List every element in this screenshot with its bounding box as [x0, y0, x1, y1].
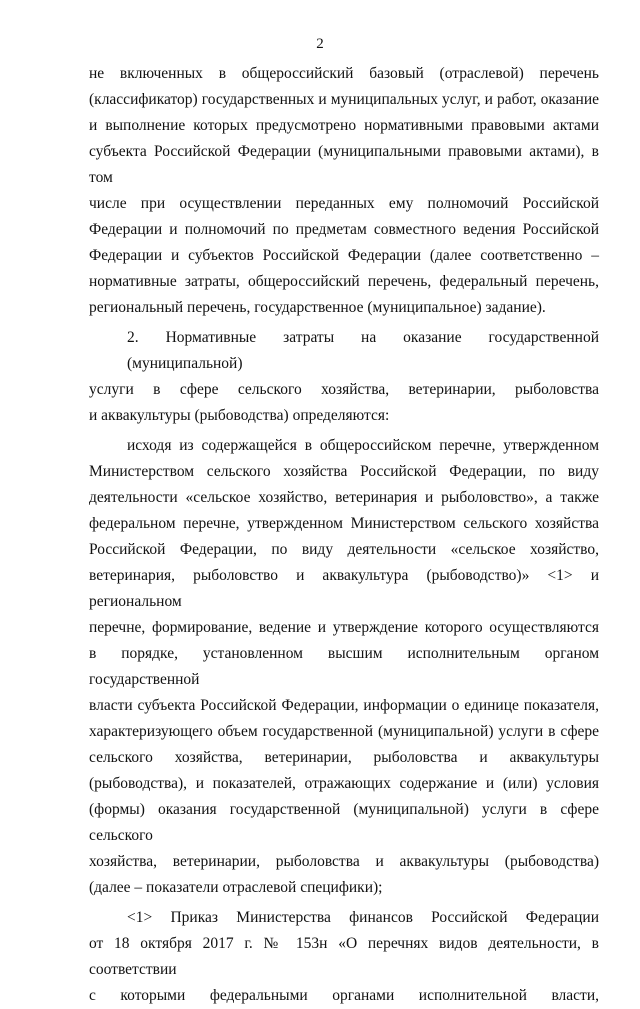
footnote [89, 905, 599, 1009]
text-line: перечне, формирование, ведение и утверждение которого осуществляются [89, 619, 599, 636]
text-line: <1> Приказ Министерства финансов Российской Федерации [127, 909, 599, 926]
text-line: (формы) оказания государственной (муниципальной) услуги в сфере сельского [89, 801, 599, 844]
text-line: 2. Нормативные затраты на оказание государственной (муниципальной) [127, 329, 599, 372]
text-line: Федерации и полномочий по предметам совместного ведения Российской [89, 221, 599, 238]
paragraph [89, 61, 599, 321]
text-line: не включенных в общероссийский базовый (отраслевой) перечень [89, 65, 599, 82]
text-line: деятельности «сельское хозяйство, ветеринария и рыболовство», а также [89, 489, 599, 506]
text-line: (рыбоводства), и показателей, отражающих содержание и (или) условия [89, 775, 599, 792]
text-line: Федерации и субъектов Российской Федерации (далее соответственно – [89, 247, 599, 264]
text-line: и аквакультуры (рыбоводства) определяются: [89, 407, 390, 424]
document-body [89, 61, 599, 1009]
text-line: региональный перечень, государственное (муниципальное) задание). [89, 299, 546, 316]
paragraph [89, 433, 599, 901]
text-line: и выполнение которых предусмотрено нормативными правовыми актами [89, 117, 599, 134]
text-line: хозяйства, ветеринарии, рыболовства и аквакультуры (рыбоводства) [89, 853, 599, 870]
text-line: услуги в сфере сельского хозяйства, ветеринарии, рыболовства [89, 381, 599, 398]
text-line: ветеринария, рыболовство и аквакультура (рыбоводство)» <1> и региональном [89, 567, 599, 610]
text-line: Министерством сельского хозяйства Российской Федерации, по виду [89, 463, 599, 480]
text-line: от 18 октября 2017 г. № 153н «О перечнях видов деятельности, в соответствии [89, 935, 599, 978]
text-line: нормативные затраты, общероссийский перечень, федеральный перечень, [89, 273, 599, 290]
text-line: сельского хозяйства, ветеринарии, рыболовства и аквакультуры [89, 749, 599, 766]
text-line: (классификатор) государственных и муниципальных услуг, и работ, оказание [89, 91, 599, 108]
page-number: 2 [316, 36, 324, 52]
text-line: с которыми федеральными органами исполнительной власти, [89, 987, 599, 1004]
text-line: власти субъекта Российской Федерации, информации о единице показателя, [89, 697, 599, 714]
paragraph [89, 325, 599, 429]
text-line: характеризующего объем государственной (муниципальной) услуги в сфере [89, 723, 599, 740]
text-line: (далее – показатели отраслевой специфики); [89, 879, 383, 896]
text-line: Российской Федерации, по виду деятельности «сельское хозяйство, [89, 541, 599, 558]
text-line: исходя из содержащейся в общероссийском перечне, утвержденном [127, 437, 599, 454]
text-line: числе при осуществлении переданных ему полномочий Российской [89, 195, 599, 212]
text-line: федеральном перечне, утвержденном Министерством сельского хозяйства [89, 515, 599, 532]
text-line: субъекта Российской Федерации (муниципальными правовыми актами), в том [89, 143, 599, 186]
text-line: в порядке, установленном высшим исполнительным органом государственной [89, 645, 599, 688]
